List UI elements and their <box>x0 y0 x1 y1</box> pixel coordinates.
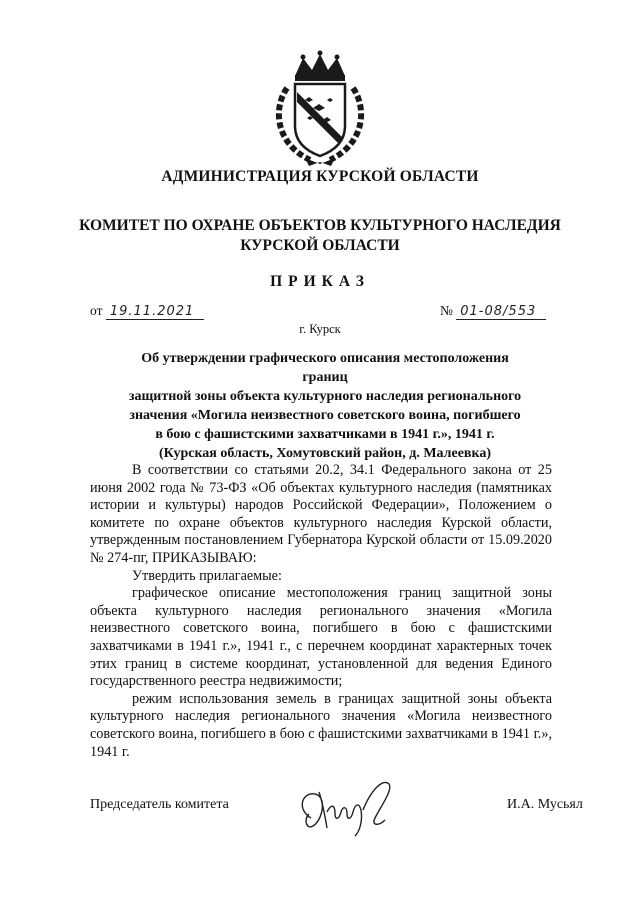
title-line-2: защитной зоны объекта культурного наследия регионального <box>128 389 522 404</box>
coat-of-arms-icon <box>265 48 375 168</box>
title-line-5: (Курская область, Хомутовский район, д. Малеевка) <box>158 446 492 461</box>
body-paragraph-3: графическое описание местоположения границ защитной зоны объекта культурного наследия регионального значения «Могила неизвестного советского воина, погибшего в бою с фашистскими захватчиками в 1941 г.», 1941 г., с перечнем координат характерных точек этих границ в системе координат, установленной для ведения Единого государственного реестра недвижимости; <box>90 585 552 690</box>
document-body <box>90 462 552 761</box>
title-line-4: в бою с фашистскими захватчиками в 1941 г.», 1941 г. <box>155 427 495 442</box>
body-paragraph-1: В соответствии со статьями 20.2, 34.1 Федерального закона от 25 июня 2002 года № 73-ФЗ «Об объектах культурного наследия (памятниках истории и культуры) народов Российской Федерации», Положением о комитете по охране объектов культурного наследия Курской области, утвержденным постановлением Губернатора Курской области от 15.09.2020 № 274-пг, ПРИКАЗЫВАЮ: <box>90 462 552 566</box>
number-value: 01-08/553 <box>456 304 546 320</box>
city: г. Курск <box>299 322 341 336</box>
document-title <box>125 349 525 463</box>
date-prefix: от <box>90 303 103 318</box>
committee-heading-line2: КУРСКОЙ ОБЛАСТИ <box>240 237 400 254</box>
handwritten-signature <box>293 770 413 840</box>
number-prefix: № <box>440 303 453 318</box>
committee-heading <box>0 216 640 256</box>
title-line-3: значения «Могила неизвестного советского воина, погибшего <box>129 408 521 423</box>
committee-heading-line1: КОМИТЕТ ПО ОХРАНЕ ОБЪЕКТОВ КУЛЬТУРНОГО НАСЛЕДИЯ <box>79 217 561 234</box>
title-line-1: Об утверждении графического описания местоположения границ <box>141 351 509 385</box>
signatory-position: Председатель комитета <box>90 797 229 812</box>
order-date <box>90 303 204 319</box>
document-type: ПРИКАЗ <box>270 273 370 290</box>
signatory-name: И.А. Мусьял <box>507 797 583 812</box>
order-number <box>440 303 546 319</box>
administration-heading: АДМИНИСТРАЦИЯ КУРСКОЙ ОБЛАСТИ <box>161 168 479 185</box>
body-paragraph-2: Утвердить прилагаемые: <box>132 567 282 584</box>
date-value: 19.11.2021 <box>106 304 204 320</box>
body-paragraph-4: режим использования земель в границах защитной зоны объекта культурного наследия регионального значения «Могила неизвестного советского воина, погибшего в бою с фашистскими захватчиками в 1941 г.», 1941 г. <box>90 690 552 760</box>
